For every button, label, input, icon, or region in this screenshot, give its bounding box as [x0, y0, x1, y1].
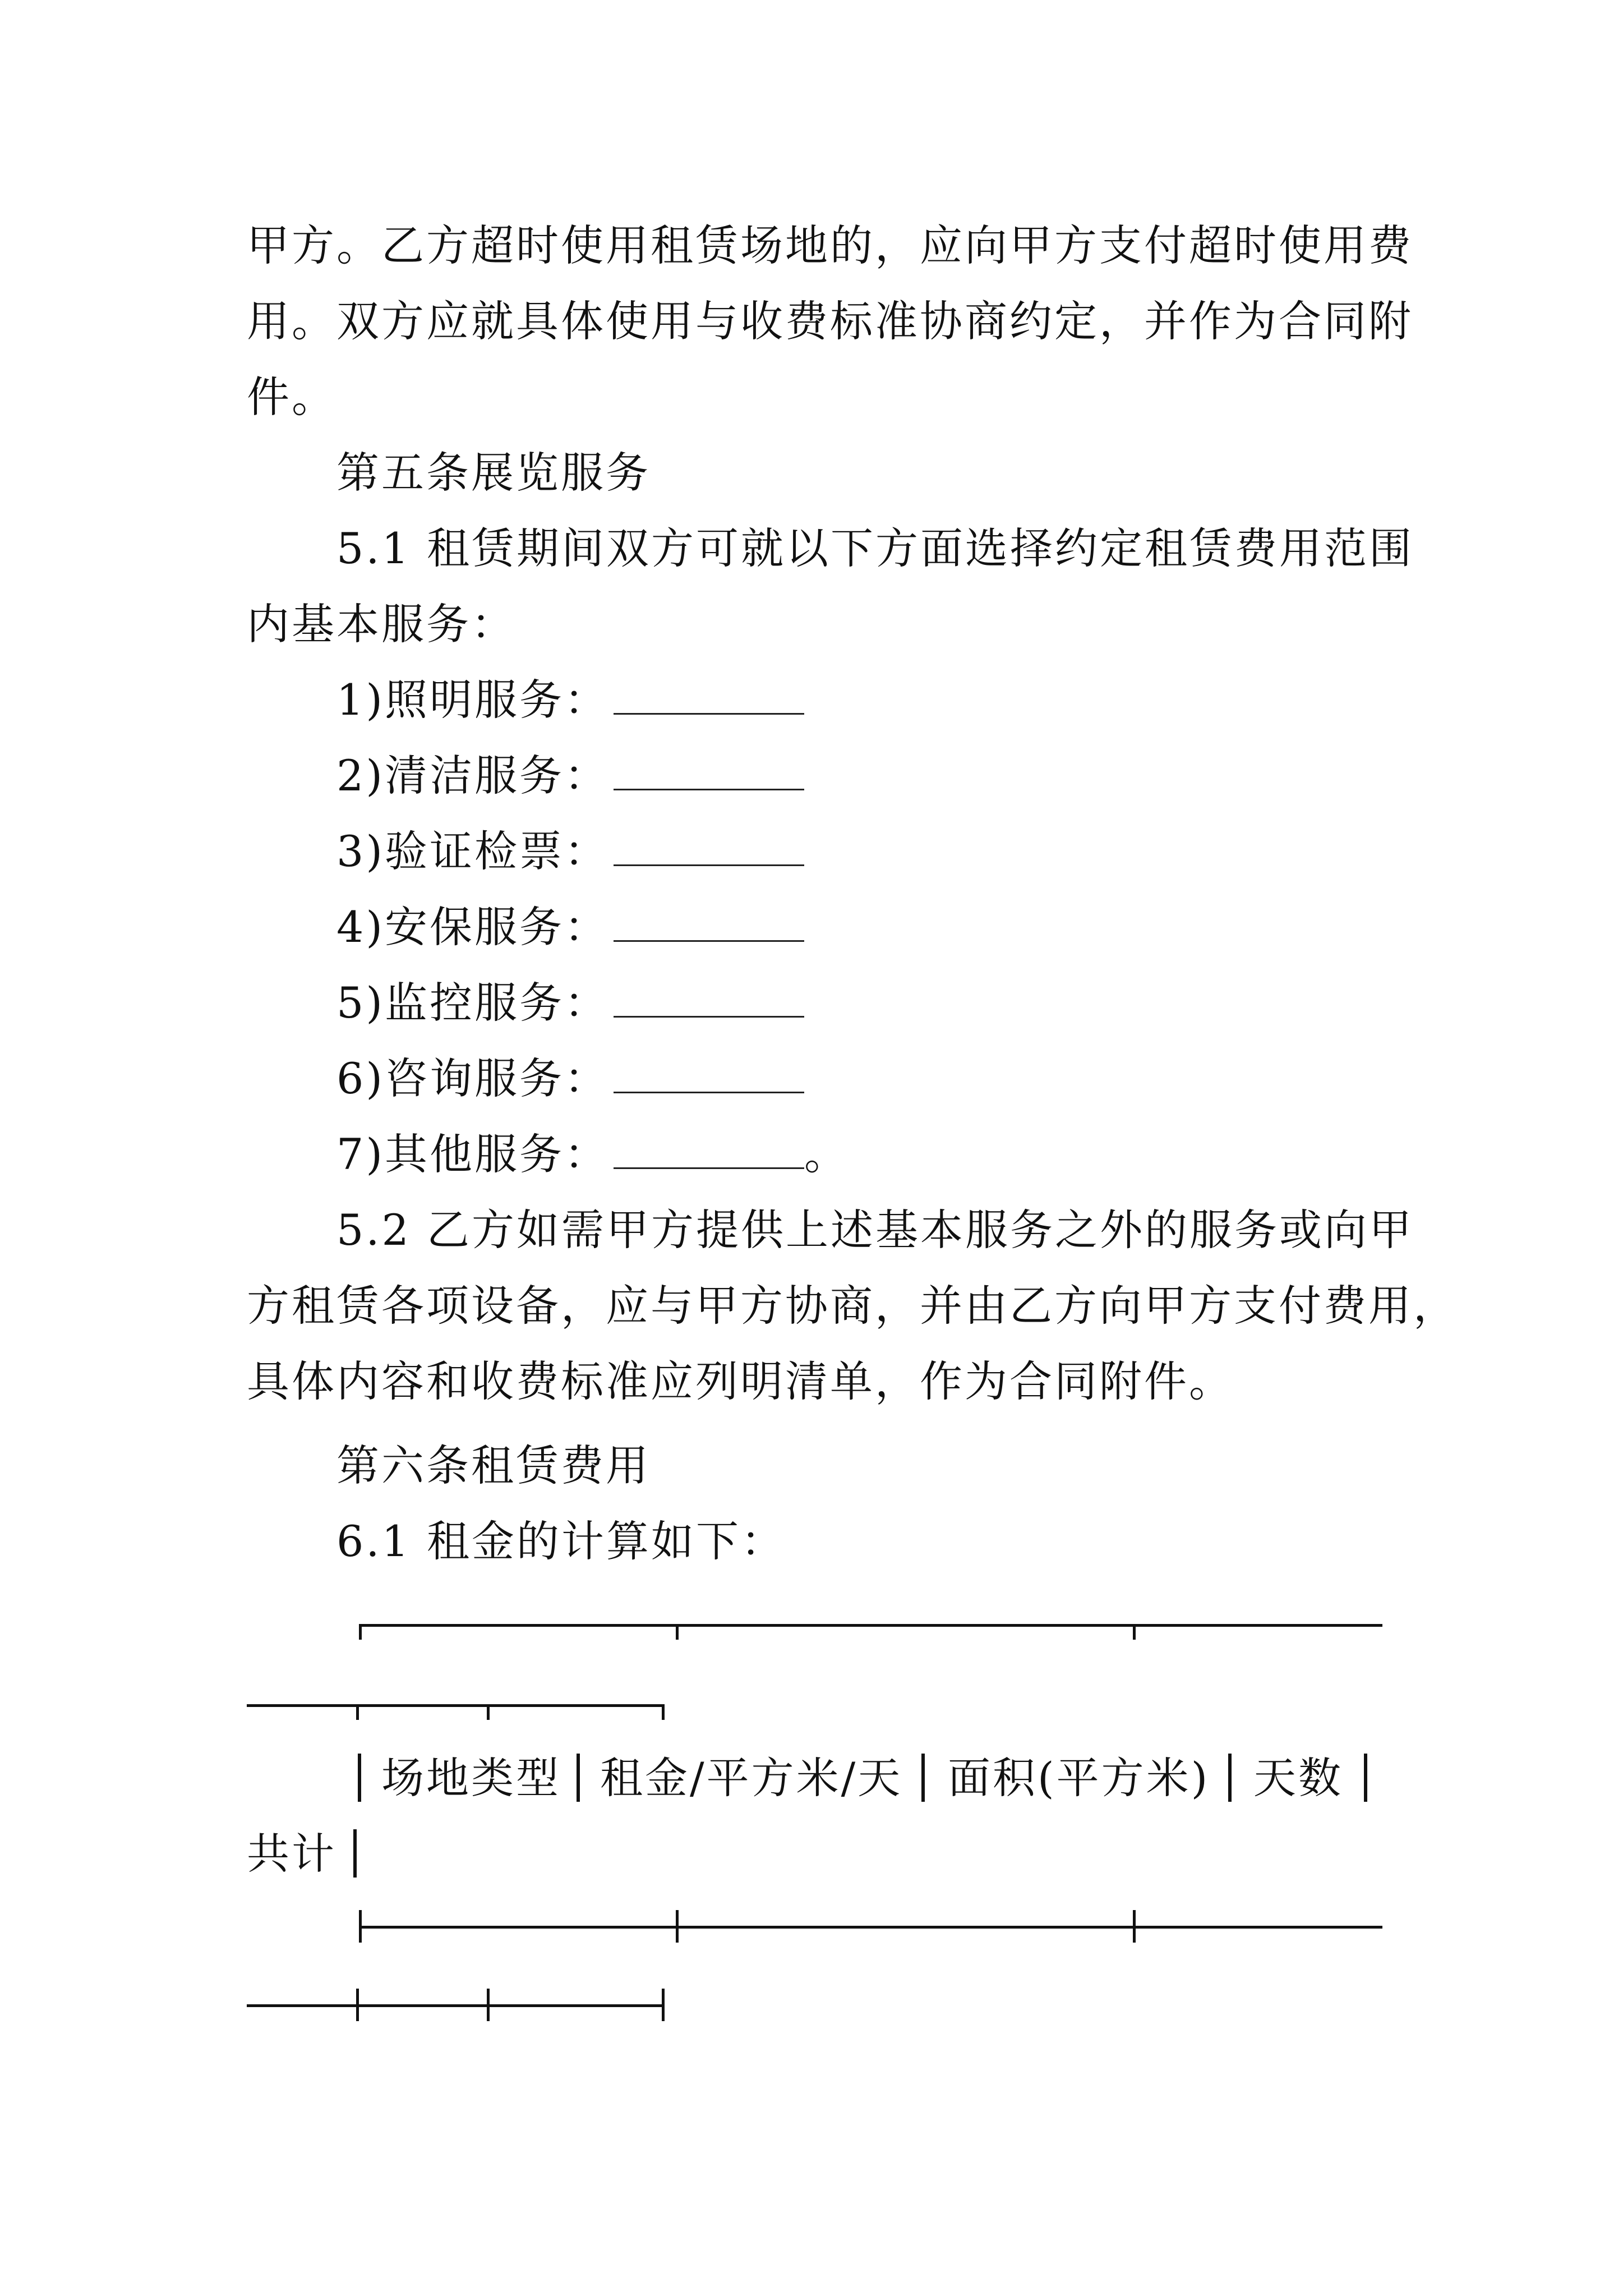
service-item-label: 7)其他服务： — [336, 1129, 610, 1179]
table-middle-border — [359, 1926, 1382, 1929]
paragraph-line: 件。 — [247, 372, 336, 422]
table-cell-separator — [353, 1829, 357, 1878]
table-tick — [676, 1910, 679, 1943]
paragraph-line: 用。双方应就具体使用与收费标准协商约定，并作为合同附 — [247, 296, 1413, 346]
table-cell-separator — [921, 1754, 925, 1802]
table-middle-border-wrap — [247, 2004, 665, 2007]
table-tick — [676, 1624, 679, 1640]
table-tick — [487, 1704, 490, 1720]
section-6-1-line: 6.1 租金的计算如下： — [336, 1516, 786, 1566]
table-tick — [356, 1989, 359, 2021]
section-5-1-line: 5.1 租赁期间双方可就以下方面选择约定租赁费用范围 — [336, 523, 1414, 573]
table-cell-separator — [1364, 1754, 1367, 1802]
table-tick — [662, 1989, 665, 2021]
table-tick — [1133, 1910, 1136, 1943]
service-item — [336, 899, 804, 955]
table-top-border — [359, 1624, 1382, 1627]
paragraph-line: 甲方。乙方超时使用租赁场地的，应向甲方支付超时使用费 — [247, 220, 1413, 270]
table-header-cell: 租金/平方米/天 — [600, 1753, 903, 1803]
table-corner — [359, 1624, 362, 1640]
section-5-1-line: 内基本服务： — [247, 599, 516, 649]
fill-in-blank[interactable] — [614, 981, 804, 1018]
service-item-label: 4)安保服务： — [336, 902, 610, 952]
service-item — [336, 1051, 804, 1107]
fill-in-blank[interactable] — [614, 678, 804, 715]
service-item — [336, 672, 804, 728]
fill-in-blank[interactable] — [614, 905, 804, 942]
service-item — [336, 975, 804, 1031]
fill-in-blank[interactable] — [614, 754, 804, 790]
section-5-2-line: 5.2 乙方如需甲方提供上述基本服务之外的服务或向甲 — [336, 1205, 1414, 1255]
fill-in-blank[interactable] — [614, 1133, 804, 1169]
table-header-cell: 天数 — [1253, 1753, 1343, 1803]
table-header-cell: 场地类型 — [381, 1753, 561, 1803]
table-cell-separator — [577, 1754, 580, 1802]
table-tick — [356, 1704, 359, 1720]
table-tick — [359, 1910, 362, 1943]
fill-in-blank[interactable] — [614, 830, 804, 866]
table-tick — [1133, 1624, 1136, 1640]
table-header-cell: 面积(平方米) — [948, 1753, 1210, 1803]
table-top-border-wrap — [247, 1704, 665, 1707]
service-item — [336, 823, 804, 880]
table-corner — [662, 1704, 665, 1720]
section-5-2-line: 具体内容和收费标准应列明清单，作为合同附件。 — [247, 1356, 1234, 1406]
service-item-label: 2)清洁服务： — [336, 751, 610, 800]
period: 。 — [804, 1129, 850, 1179]
service-item — [336, 1126, 849, 1182]
article-5-title: 第五条展览服务 — [336, 448, 651, 498]
service-item-label: 6)咨询服务： — [336, 1053, 610, 1103]
article-6-title: 第六条租赁费用 — [336, 1441, 651, 1490]
service-item-label: 3)验证检票： — [336, 826, 610, 876]
fill-in-blank[interactable] — [614, 1057, 804, 1093]
service-item-label: 5)监控服务： — [336, 978, 610, 1028]
table-header-cell: 共计 — [247, 1829, 336, 1879]
table-cell-separator — [358, 1754, 361, 1802]
section-5-2-line: 方租赁各项设备，应与甲方协商，并由乙方向甲方支付费用， — [247, 1281, 1458, 1331]
table-tick — [487, 1989, 490, 2021]
service-item — [336, 748, 804, 804]
service-item-label: 1)照明服务： — [336, 675, 610, 725]
table-cell-separator — [1228, 1754, 1232, 1802]
